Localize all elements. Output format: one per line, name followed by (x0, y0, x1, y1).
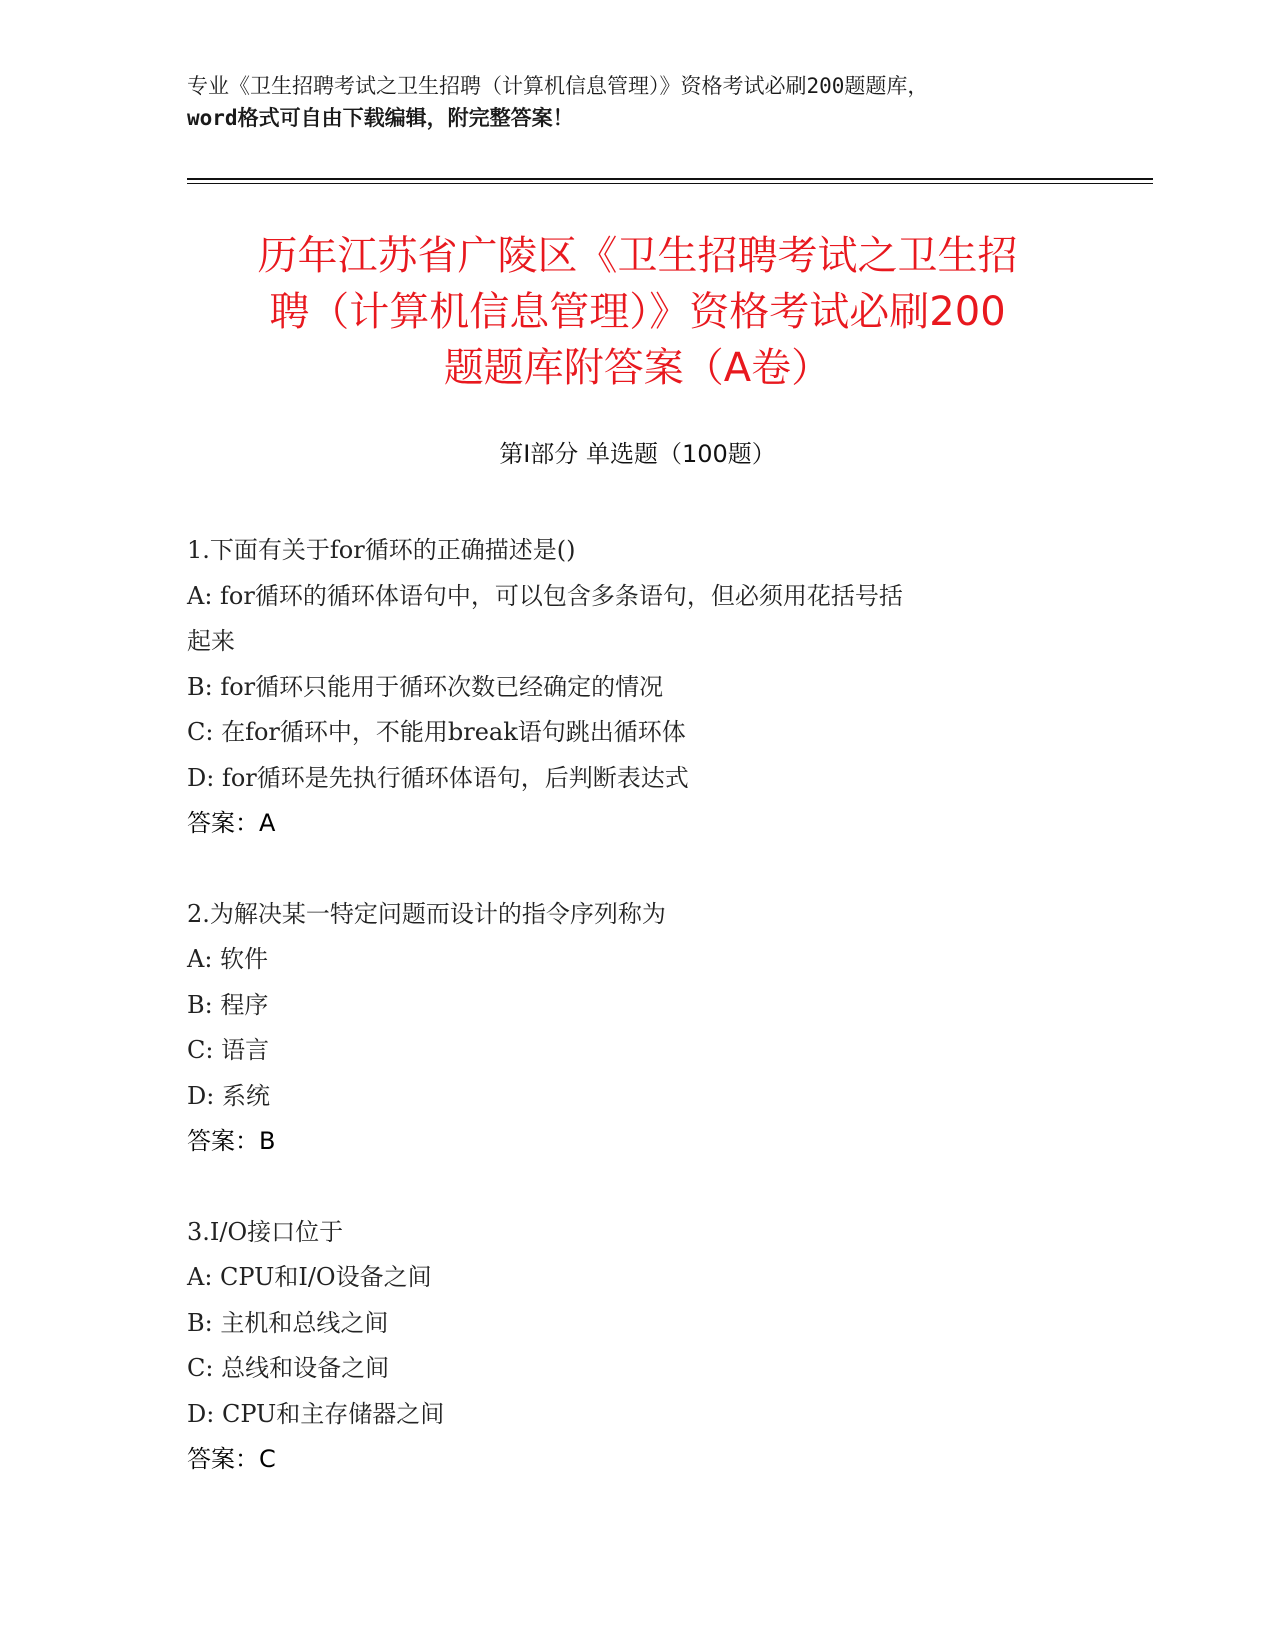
option-b: B: for循环只能用于循环次数已经确定的情况 (187, 672, 664, 701)
option-d: D: 系统 (187, 1081, 270, 1110)
option-d: D: CPU和主存储器之间 (187, 1399, 445, 1428)
document-title-line-2: 聘（计算机信息管理）》资格考试必刷200 (269, 289, 1006, 335)
question-stem: 3.I/O接口位于 (187, 1217, 344, 1246)
header-divider-thick (187, 178, 1153, 180)
question-3 (187, 1210, 1087, 1483)
header-note-line-2: word格式可自由下载编辑，附完整答案！ (187, 106, 574, 130)
header-divider-thin (187, 183, 1153, 184)
option-d: D: for循环是先执行循环体语句，后判断表达式 (187, 763, 689, 792)
option-a: A: CPU和I/O设备之间 (187, 1263, 432, 1291)
answer: 答案：B (187, 1127, 276, 1155)
option-a-continued: 起来 (187, 627, 235, 655)
document-title (150, 228, 1125, 396)
option-c: C: 在for循环中，不能用break语句跳出循环体 (187, 718, 686, 746)
option-c: C: 总线和设备之间 (187, 1354, 390, 1382)
answer: 答案：A (187, 809, 276, 837)
question-list (187, 528, 1087, 1528)
document-title-line-3: 题题库附答案（A卷） (443, 345, 832, 391)
question-2 (187, 892, 1087, 1165)
option-b: B: 主机和总线之间 (187, 1308, 389, 1337)
section-heading: 第Ⅰ部分 单选题（100题） (499, 440, 776, 468)
option-c: C: 语言 (187, 1036, 270, 1064)
question-stem: 1.下面有关于for循环的正确描述是() (187, 536, 576, 564)
header-note (187, 70, 1087, 134)
answer: 答案：C (187, 1445, 276, 1473)
option-a: A: for循环的循环体语句中，可以包含多条语句，但必须用花括号括 (187, 581, 903, 610)
document-title-line-1: 历年江苏省广陵区《卫生招聘考试之卫生招 (257, 233, 1018, 279)
header-note-line-1: 专业《卫生招聘考试之卫生招聘（计算机信息管理）》资格考试必刷200题题库， (187, 74, 929, 98)
option-b: B: 程序 (187, 990, 269, 1019)
question-1 (187, 528, 1087, 847)
question-stem: 2.为解决某一特定问题而设计的指令序列称为 (187, 899, 666, 928)
option-a: A: 软件 (187, 945, 269, 973)
